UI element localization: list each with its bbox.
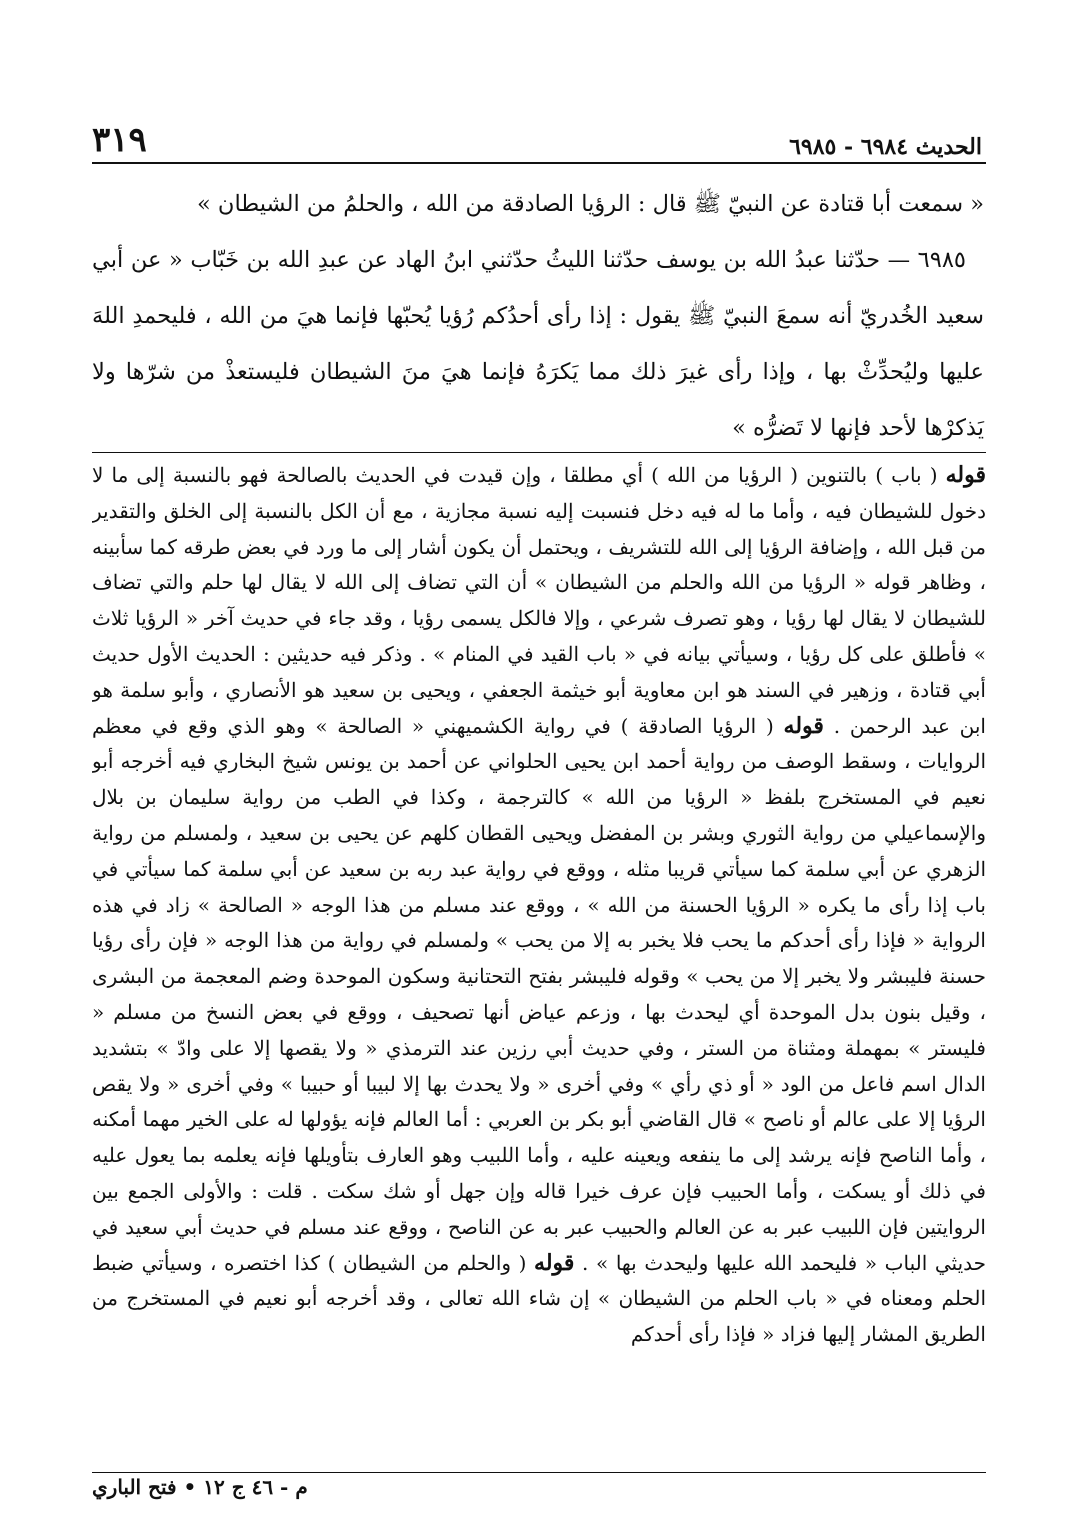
hadith-text-block <box>92 176 984 456</box>
commentary-keyword: قوله <box>945 462 986 488</box>
printer-signature: م - ٤٦ ج ١٢ • فتح الباري <box>92 1475 308 1499</box>
page-number: ٣١٩ <box>92 120 147 160</box>
previous-hadith-ending: « سمعت أبا قتادة عن النبيّ ﷺ قال : الرؤيا الصادقة من الله ، والحلمُ من الشيطان » <box>197 191 984 217</box>
header-rule <box>92 162 986 164</box>
page-footer <box>92 1472 986 1499</box>
commentary-block <box>92 458 986 1458</box>
commentary-text-3: ( والحلم من الشيطان ) كذا اختصره ، وسيأتي ضبط الحلم ومعناه في « باب الحلم من الشيطان » إن شاء الله تعالى ، وقد أخرجه أبو نعيم في المستخرج من الطريق المشار إليها فزاد « فإذا رأى أحدكم <box>92 1250 986 1347</box>
section-divider <box>92 452 986 453</box>
commentary-text-1: ( باب ) بالتنوين ( الرؤيا من الله ) أي مطلقا ، وإن قيدت في الحديث بالصالحة فهو بالنسبة إلى ما لا دخول للشيطان فيه ، وأما ما له فيه دخل فنسبت إليه نسبة مجازية ، مع أن الكل بالنسبة إلى الخلق والتقدير من قبل الله ، وإضافة الرؤيا إلى الله للتشريف ، ويحتمل أن يكون أشار إلى ما ورد في بعض طرقه كما سأبينه ، وظاهر قوله « الرؤيا من الله والحلم من الشيطان » أن التي تضاف إلى الله لا يقال لها حلم والتي تضاف للشيطان لا يقال لها رؤيا ، وهو تصرف شرعي ، وإلا فالكل يسمى رؤيا ، وقد جاء في حديث آخر « الرؤيا ثلاث » فأطلق على كل رؤيا ، وسيأتي بيانه في « باب القيد في المنام » . وذكر فيه حديثين : الحديث الأول حديث أبي قتادة ، وزهير في السند هو ابن معاوية أبو خيثمة الجعفي ، ويحيى بن سعيد هو الأنصاري ، وأبو سلمة هو ابن عبد الرحمن . <box>92 463 986 738</box>
page-header <box>92 112 982 160</box>
hadith-6985: ٦٩٨٥ — حدّثنا عبدُ الله بن يوسف حدّثنا الليثُ حدّثني ابنُ الهاد عن عبدِ الله بن خَبّاب « عن أبي سعيد الخُدريّ أنه سمعَ النبيّ ﷺ يقول : إذا رأى أحدُكم رُؤيا يُحبّها فإنما هيَ من الله ، فليحمدِ اللهَ عليها وليُحدِّثْ بها ، وإذا رأى غيرَ ذلك مما يَكرَهُ فإنما هيَ منَ الشيطان فليستعذْ من شرّها ولا يَذكرْها لأحد فإنها لا تَضرُّه » <box>92 247 984 441</box>
commentary-text-2: ( الرؤيا الصادقة ) في رواية الكشميهني « الصالحة » وهو الذي وقع في معظم الروايات ، وسقط الوصف من رواية أحمد ابن يحيى الحلواني عن أحمد بن يونس شيخ البخاري فيه أخرجه أبو نعيم في المستخرج بلفظ « الرؤيا من الله » كالترجمة ، وكذا في الطب من رواية سليمان بن بلال والإسماعيلي من رواية الثوري وبشر بن المفضل ويحيى القطان كلهم عن يحيى بن سعيد ، ولمسلم من رواية الزهري عن أبي سلمة كما سيأتي قريبا مثله ، ووقع في رواية عبد ربه بن سعيد عن أبي سلمة كما سيأتي في باب إذا رأى ما يكره « الرؤيا الحسنة من الله » ، ووقع عند مسلم من هذا الوجه « الصالحة » زاد في هذه الرواية « فإذا رأى أحدكم ما يحب فلا يخبر به إلا من يحب » ولمسلم في رواية من هذا الوجه « فإن رأى رؤيا حسنة فليبشر ولا يخبر إلا من يحب » وقوله فليبشر بفتح التحتانية وسكون الموحدة وضم المعجمة من البشرى ، وقيل بنون بدل الموحدة أي ليحدث بها ، وزعم عياض أنها تصحيف ، ووقع في بعض النسخ من مسلم « فليستر » بمهملة ومثناة من الستر ، وفي حديث أبي رزين عند الترمذي « ولا يقصها إلا على وادّ » بتشديد الدال اسم فاعل من الود « أو ذي رأي » وفي أخرى « ولا يحدث بها إلا لبيبا أو حبيبا » وفي أخرى « ولا يقص الرؤيا إلا على عالم أو ناصح » قال القاضي أبو بكر بن العربي : أما العالم فإنه يؤولها له على الخير مهما أمكنه ، وأما الناصح فإنه يرشد إلى ما ينفعه ويعينه عليه ، وأما اللبيب وهو العارف بتأويلها فإنه يعلمه بما يعول عليه في ذلك أو يسكت ، وأما الحبيب فإن عرف خيرا قاله وإن جهل أو شك سكت . قلت : والأولى الجمع بين الروايتين فإن اللبيب عبر به عن العالم والحبيب عبر به عن الناصح ، ووقع عند مسلم في حديث أبي سعيد في حديثي الباب « فليحمد الله عليها وليحدث بها » . <box>92 713 986 1275</box>
commentary-keyword-2: قوله <box>783 712 824 739</box>
commentary-keyword-3: قوله <box>534 1249 575 1276</box>
commentary-paragraph <box>92 458 986 1353</box>
running-title: الحديث ٦٩٨٤ - ٦٩٨٥ <box>789 134 982 160</box>
